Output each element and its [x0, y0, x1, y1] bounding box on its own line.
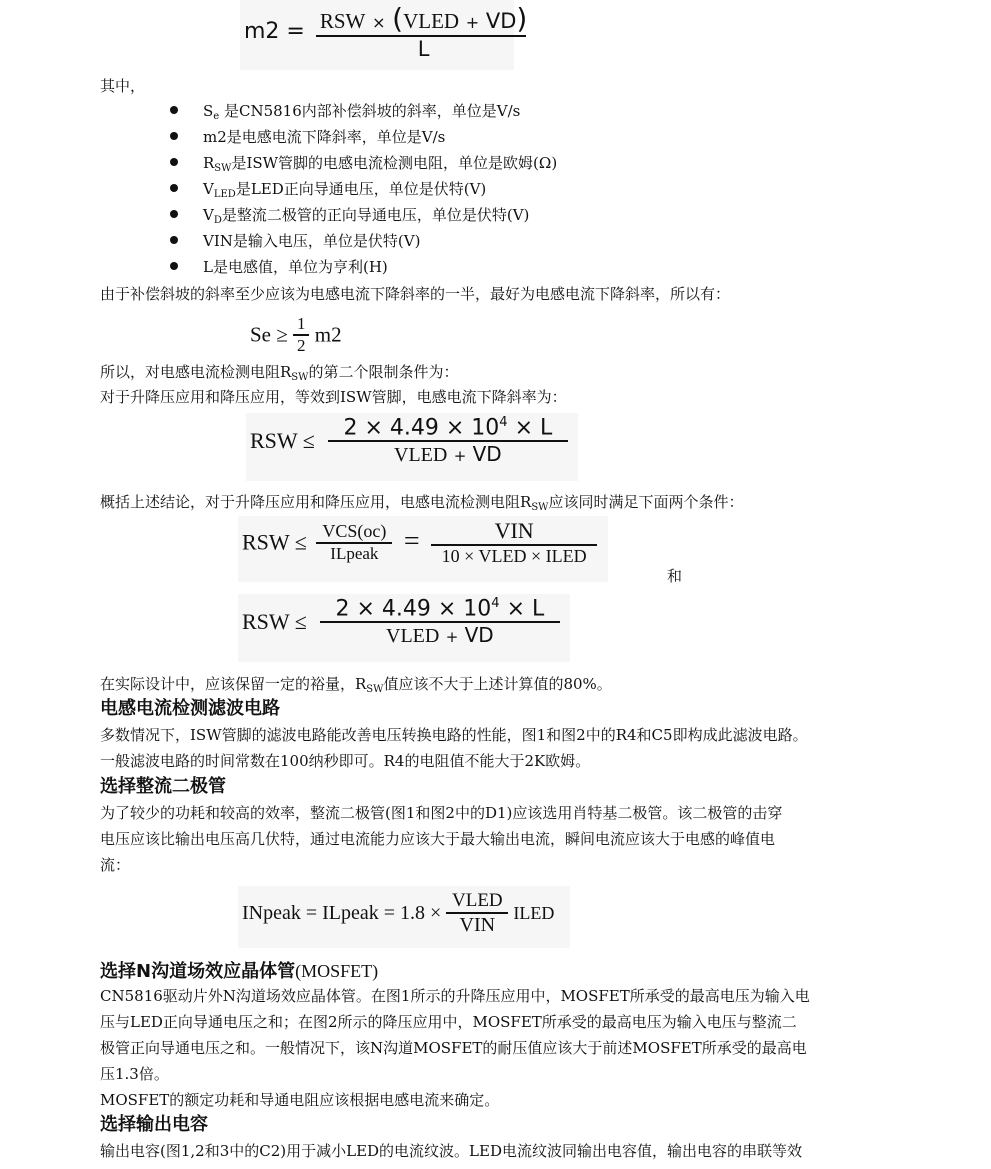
eq-rsw1-fraction	[328, 415, 568, 467]
para-diode-line-2: 电压应该比输出电压高几伏特，通过电流能力应该大于最大输出电流，瞬间电流应该大于电感的峰值电	[100, 830, 776, 848]
eq-inpeak-rhs: ILED	[513, 902, 555, 923]
para-mosfet-line-4: 压1.3倍。	[100, 1065, 169, 1083]
eq-m2-vd: VD	[485, 9, 517, 33]
para-margin	[100, 672, 612, 696]
heading-mosfet	[100, 958, 378, 985]
eq-se-lhs: Se ≥	[250, 322, 288, 347]
bullet-symbol: V	[203, 180, 214, 198]
eq-m2-vled: VLED	[403, 9, 460, 33]
para-mosfet-line-5: MOSFET的额定功耗和导通电阻应该根据电感电流来确定。	[100, 1091, 500, 1109]
eq-rsw2-fraction-2	[431, 518, 597, 567]
para-limit-a: 所以，对电感电流检测电阻R	[100, 363, 292, 381]
para-filter-line-2: 一般滤波电路的时间常数在100纳秒即可。R4的电阻值不能大于2K欧姆。	[100, 752, 591, 770]
eq-rsw1-vd: VD	[472, 441, 502, 466]
para-capacitor-line-1: 输出电容(图1,2和3中的C2)用于减小LED的电流纹波。LED电流纹波同输出电容值，输出电容的串联等效	[100, 1142, 803, 1160]
bullet-dot	[170, 262, 178, 270]
eq-m2-close: )	[516, 2, 528, 35]
eq-rsw3-plus: +	[445, 627, 459, 646]
bullet-dot	[170, 106, 178, 114]
equation-inpeak	[242, 890, 554, 937]
para-summary-b: 应该同时满足下面两个条件：	[548, 493, 744, 511]
eq-m2-plus: +	[465, 13, 480, 32]
bullet-text: 是电感电流下降斜率，单位是V/s	[226, 128, 446, 146]
eq-rsw2-num2: VIN	[494, 518, 534, 543]
eq-rsw3-sup: 4	[491, 596, 500, 611]
eq-rsw2-equals: =	[403, 526, 420, 558]
para-summary-sub: SW	[531, 502, 549, 513]
eq-se-den: 2	[297, 335, 306, 355]
para-mosfet-line-1: CN5816驱动片外N沟道场效应晶体管。在图1所示的升降压应用中，MOSFET所承受的最高电压为输入电	[100, 987, 810, 1005]
bullet-dot	[170, 184, 178, 192]
eq-rsw2-lhs: RSW ≤	[242, 529, 307, 555]
eq-rsw1-num-end: × L	[514, 415, 553, 441]
eq-inpeak-num: VLED	[452, 890, 503, 911]
heading-capacitor: 选择输出电容	[100, 1114, 208, 1135]
bullet-dot	[170, 236, 178, 244]
bullet-symbol: m2	[203, 128, 227, 146]
para-margin-b: 值应该不大于上述计算值的80%。	[383, 675, 612, 693]
para-diode-line-3: 流：	[100, 856, 131, 874]
equation-se	[250, 314, 342, 356]
para-summary	[100, 490, 743, 514]
heading-mosfet-a: 选择N沟道场效应晶体管	[100, 961, 296, 982]
bullet-dot	[170, 132, 178, 140]
bullet-symbol-sub: D	[213, 215, 222, 226]
eq-rsw1-vled: VLED	[394, 443, 448, 466]
bullet-text: 是输入电压，单位是伏特(V)	[232, 232, 421, 250]
eq-m2-lhs: m2 =	[244, 18, 305, 44]
bullet-symbol-sub: e	[213, 111, 220, 122]
eq-m2-times: ×	[372, 13, 386, 32]
para-mosfet-line-2: 压与LED正向导通电压之和；在图2所示的降压应用中，MOSFET所承受的最高电压为输入电压与整流二	[100, 1013, 797, 1031]
bullet-text: 是CN5816内部补偿斜坡的斜率，单位是V/s	[219, 102, 521, 120]
eq-rsw1-lhs: RSW ≤	[250, 427, 315, 453]
eq-m2-rsw: RSW	[319, 9, 366, 33]
bullet-symbol: V	[203, 206, 214, 224]
intro-text: 其中，	[100, 77, 146, 95]
para-diode-line-1: 为了较少的功耗和较高的效率，整流二极管(图1和图2中的D1)应该选用肖特基二极管。该二极管的击穿	[100, 804, 783, 822]
heading-mosfet-b: (MOSFET)	[295, 961, 379, 981]
heading-diode: 选择整流二极管	[100, 776, 226, 797]
eq-rsw3-vd: VD	[464, 622, 494, 647]
para-margin-sub: SW	[366, 684, 384, 695]
eq-rsw3-num-end: × L	[506, 596, 545, 622]
eq-inpeak-fraction	[446, 890, 508, 937]
eq-m2-open: (	[392, 2, 404, 35]
eq-rsw2-fraction-1	[316, 521, 392, 564]
equation-rsw1	[250, 415, 568, 467]
equation-rsw2	[242, 518, 597, 567]
bullet-dot	[170, 210, 178, 218]
para-limit-b: 的第二个限制条件为：	[308, 363, 459, 381]
bullet-text: 是电感值，单位为亨利(H)	[212, 258, 388, 276]
eq-rsw2-den1: ILpeak	[330, 543, 379, 563]
bullet-symbol: L	[203, 258, 213, 276]
eq-rsw3-lhs: RSW ≤	[242, 608, 307, 634]
eq-rsw3-fraction	[320, 596, 560, 648]
para-limit-sub: SW	[291, 372, 309, 383]
eq-rsw3-vled: VLED	[386, 624, 440, 647]
equation-m2	[244, 2, 531, 61]
equation-rsw3	[242, 596, 560, 648]
heading-filter: 电感电流检测滤波电路	[100, 698, 280, 719]
bullet-symbol: VIN	[203, 232, 233, 250]
bullet-text: 是整流二极管的正向导通电压，单位是伏特(V)	[221, 206, 530, 224]
para-isw: 对于升降压应用和降压应用，等效到ISW管脚，电感电流下降斜率为：	[100, 388, 567, 406]
eq-se-fraction	[293, 314, 310, 356]
para-filter-line-1: 多数情况下，ISW管脚的滤波电路能改善电压转换电路的性能，图1和图2中的R4和C5即构成此滤波电路。	[100, 726, 808, 744]
bullet-symbol: R	[203, 154, 215, 172]
eq-se-rhs: m2	[314, 322, 342, 347]
bullet-text: 是ISW管脚的电感电流检测电阻，单位是欧姆(Ω)	[231, 154, 558, 172]
bullet-symbol-sub: LED	[213, 189, 236, 200]
eq-rsw2-den2: 10 × VLED × ILED	[441, 545, 587, 566]
para-limit	[100, 360, 458, 384]
bullet-text: 是LED正向导通电压，单位是伏特(V)	[235, 180, 487, 198]
bullet-symbol-sub: SW	[214, 163, 232, 174]
eq-rsw1-num: 2 × 4.49 × 10	[343, 415, 500, 441]
eq-inpeak-lhs: INpeak = ILpeak = 1.8 ×	[242, 901, 442, 924]
and-word: 和	[667, 567, 683, 585]
eq-se-num: 1	[297, 314, 306, 333]
eq-rsw3-num: 2 × 4.49 × 10	[335, 596, 492, 622]
para-margin-a: 在实际设计中，应该保留一定的裕量，R	[100, 675, 367, 693]
eq-m2-fraction	[316, 2, 532, 61]
para-slope: 由于补偿斜坡的斜率至少应该为电感电流下降斜率的一半，最好为电感电流下降斜率，所以有：	[100, 285, 731, 303]
eq-rsw2-num1: VCS(oc)	[322, 521, 387, 541]
bullet-symbol: S	[203, 102, 214, 120]
para-mosfet-line-3: 极管正向导通电压之和。一般情况下，该N沟道MOSFET的耐压值应该大于前述MOSFET所承受的最高电	[100, 1039, 807, 1057]
para-summary-a: 概括上述结论，对于升降压应用和降压应用，电感电流检测电阻R	[100, 493, 532, 511]
eq-m2-den: L	[417, 36, 430, 61]
eq-rsw1-sup: 4	[499, 415, 508, 430]
bullet-dot	[170, 158, 178, 166]
eq-rsw1-plus: +	[453, 446, 467, 465]
eq-inpeak-den: VIN	[459, 913, 496, 936]
